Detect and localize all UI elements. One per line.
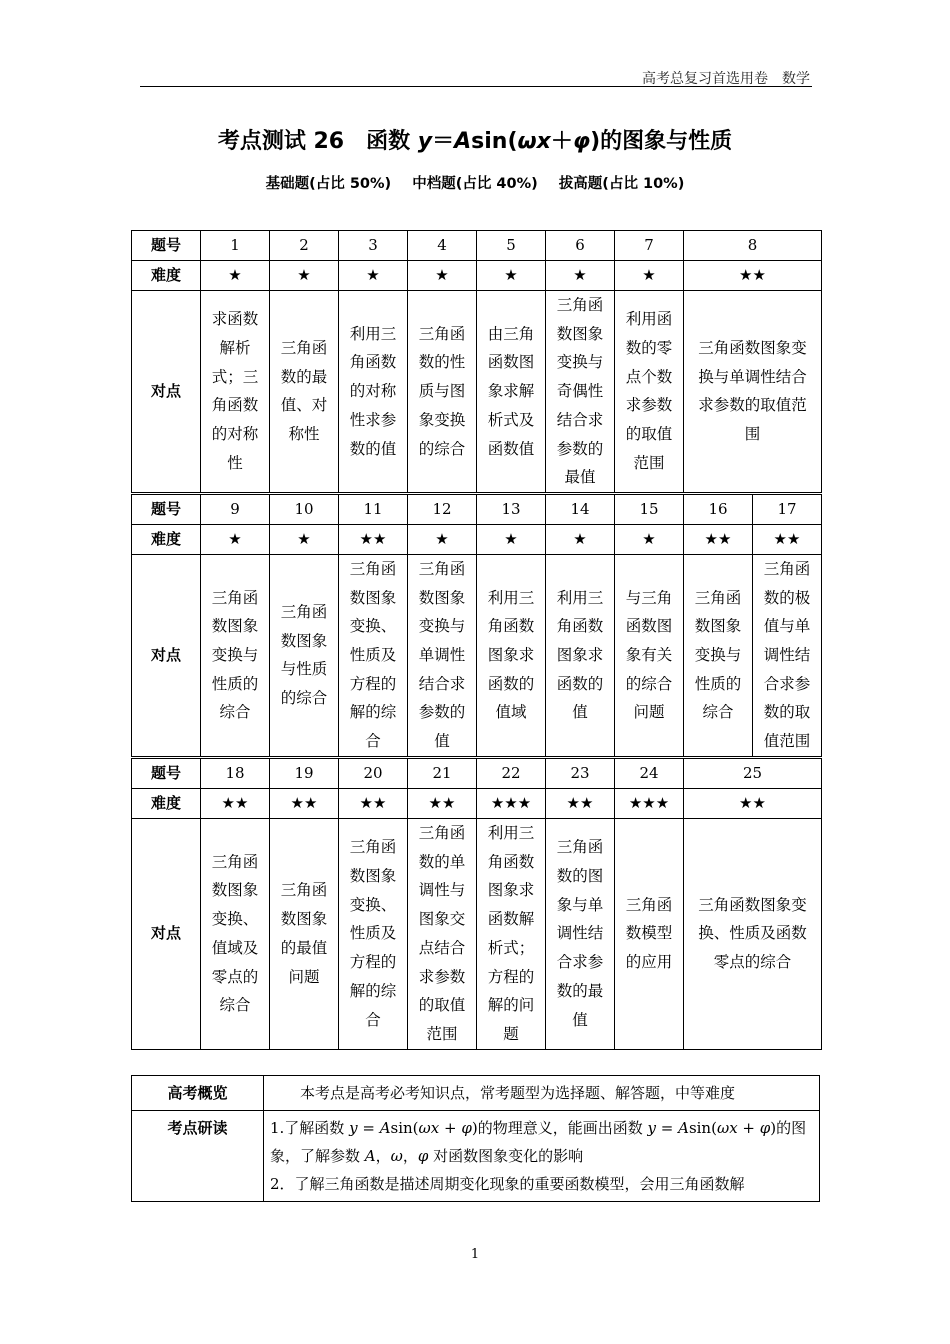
topic-cell: 三角函数图象的最值问题 [270,818,339,1049]
question-number: 14 [546,493,615,524]
topic-cell: 求函数解析式；三角函数的对称性 [201,291,270,494]
topic-cell: 与三角函数图象有关的综合问题 [615,554,684,757]
difficulty-stars: ★ [546,261,615,291]
table-row [132,818,822,1049]
table-row [132,493,822,524]
exam-overview-table [131,1075,820,1202]
difficulty-stars: ★ [615,261,684,291]
topic-cell: 利用三角函数图象求函数的值域 [477,554,546,757]
question-number: 8 [684,231,822,261]
question-number: 7 [615,231,684,261]
difficulty-stars: ★★ [201,788,270,818]
topic-cell: 三角函数的图象与单调性结合求参数的最值 [546,818,615,1049]
study-item-2: 2．了解三角函数是描述周期变化现象的重要函数模型，会用三角函数解 [270,1175,745,1193]
difficulty-stars: ★ [477,524,546,554]
table-row [132,524,822,554]
topic-cell: 三角函数图象变换、性质及方程的解的综合 [339,818,408,1049]
table-row [132,554,822,757]
difficulty-stars: ★★ [684,788,822,818]
overview-label: 高考概览 [132,1076,264,1111]
question-number: 22 [477,757,546,788]
difficulty-stars: ★★ [339,788,408,818]
difficulty-stars: ★★★ [477,788,546,818]
topic-cell: 三角函数图象变换与单调性结合求参数的值 [408,554,477,757]
difficulty-stars: ★ [201,524,270,554]
difficulty-stars: ★★ [339,524,408,554]
question-number: 6 [546,231,615,261]
difficulty-stars: ★★ [270,788,339,818]
question-number: 2 [270,231,339,261]
medium-ratio: 中档题(占比 40%) [412,176,538,192]
basic-ratio: 基础题(占比 50%) [265,176,392,192]
page-number: 1 [470,1247,480,1262]
num-label: 题号 [132,493,201,524]
difficulty-stars: ★★★ [615,788,684,818]
difficulty-stars: ★★ [546,788,615,818]
question-number: 11 [339,493,408,524]
topic-cell: 三角函数图象变换、值域及零点的综合 [201,818,270,1049]
table-row [132,291,822,494]
table-row [132,788,822,818]
study-item-1: 1.了解函数 y = Asin(ωx + φ)的物理意义，能画出函数 y = Asin(ωx + φ)的图象，了解参数 A，ω，φ 对函数图象变化的影响 [270,1119,807,1165]
table-row [132,1076,820,1111]
question-number: 1 [201,231,270,261]
question-table [131,230,822,1050]
running-header: 高考总复习首选用卷 数学 [642,71,810,87]
diff-label: 难度 [132,261,201,291]
difficulty-stars: ★ [615,524,684,554]
difficulty-stars: ★ [270,524,339,554]
question-number: 17 [753,493,822,524]
table-row [132,261,822,291]
page-title: 考点测试 26 函数 y＝Asin(ωx＋φ)的图象与性质 [217,129,733,154]
question-number: 5 [477,231,546,261]
header-rule [140,86,812,87]
topic-cell: 利用三角函数图象求函数解析式；方程的解的问题 [477,818,546,1049]
question-number: 19 [270,757,339,788]
topic-label: 对点 [132,818,201,1049]
question-number: 15 [615,493,684,524]
topic-cell: 利用函数的零点个数求参数的取值范围 [615,291,684,494]
topic-cell: 三角函数的最值、对称性 [270,291,339,494]
diff-label: 难度 [132,788,201,818]
question-number: 16 [684,493,753,524]
difficulty-stars: ★★ [408,788,477,818]
topic-cell: 三角函数图象变换与性质的综合 [684,554,753,757]
difficulty-stars: ★ [408,261,477,291]
table-row [132,1111,820,1202]
difficulty-stars: ★ [546,524,615,554]
study-content [264,1111,820,1202]
topic-cell: 由三角函数图象求解析式及函数值 [477,291,546,494]
study-label: 考点研读 [132,1111,264,1202]
difficulty-stars: ★ [270,261,339,291]
table-row [132,231,822,261]
topic-label: 对点 [132,291,201,494]
difficulty-stars: ★★ [753,524,822,554]
difficulty-stars: ★ [339,261,408,291]
difficulty-stars: ★ [201,261,270,291]
difficulty-ratio [0,172,950,193]
question-number: 25 [684,757,822,788]
question-number: 13 [477,493,546,524]
question-number: 20 [339,757,408,788]
question-number: 3 [339,231,408,261]
topic-cell: 三角函数模型的应用 [615,818,684,1049]
question-number: 10 [270,493,339,524]
question-number: 18 [201,757,270,788]
question-number: 4 [408,231,477,261]
overview-text: 本考点是高考必考知识点，常考题型为选择题、解答题，中等难度 [264,1076,820,1111]
question-number: 12 [408,493,477,524]
topic-cell: 三角函数的性质与图象变换的综合 [408,291,477,494]
topic-cell: 利用三角函数图象求函数的值 [546,554,615,757]
num-label: 题号 [132,757,201,788]
question-number: 9 [201,493,270,524]
topic-cell: 三角函数图象变换、性质及函数零点的综合 [684,818,822,1049]
num-label: 题号 [132,231,201,261]
difficulty-stars: ★ [477,261,546,291]
difficulty-stars: ★★ [684,524,753,554]
topic-cell: 三角函数图象变换与性质的综合 [201,554,270,757]
question-number: 24 [615,757,684,788]
topic-cell: 三角函数图象变换与奇偶性结合求参数的最值 [546,291,615,494]
topic-cell: 三角函数图象变换与单调性结合求参数的取值范围 [684,291,822,494]
topic-label: 对点 [132,554,201,757]
difficulty-stars: ★★ [684,261,822,291]
difficulty-stars: ★ [408,524,477,554]
topic-cell: 三角函数图象变换、性质及方程的解的综合 [339,554,408,757]
topic-cell: 利用三角函数的对称性求参数的值 [339,291,408,494]
hard-ratio: 拔高题(占比 10%) [558,176,685,192]
question-number: 23 [546,757,615,788]
question-number: 21 [408,757,477,788]
topic-cell: 三角函数的极值与单调性结合求参数的取值范围 [753,554,822,757]
topic-cell: 三角函数的单调性与图象交点结合求参数的取值范围 [408,818,477,1049]
diff-label: 难度 [132,524,201,554]
table-row [132,757,822,788]
topic-cell: 三角函数图象与性质的综合 [270,554,339,757]
